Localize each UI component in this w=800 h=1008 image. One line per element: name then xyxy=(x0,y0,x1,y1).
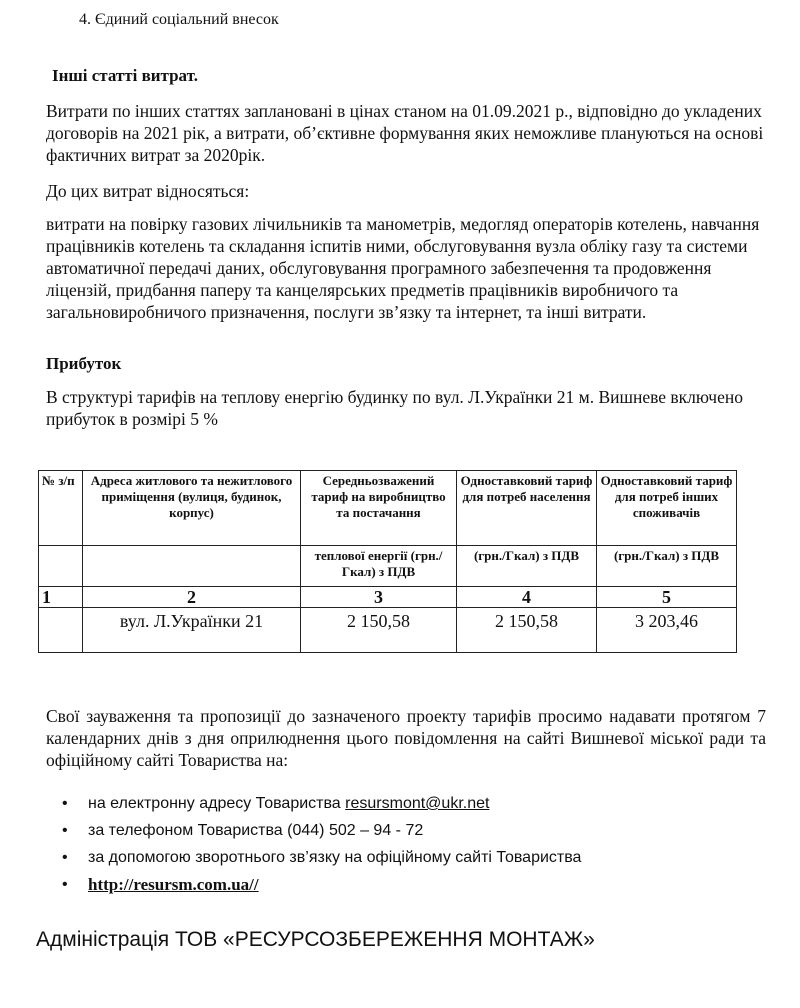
row-other-tariff-cell: 3 203,46 xyxy=(597,608,737,653)
phone-text: за телефоном Товариства (044) 502 – 94 - 72 xyxy=(88,822,424,839)
header-avg-tariff: Середньозважений тариф на виробництво та постачання xyxy=(301,471,457,546)
column-number: 1 xyxy=(39,587,83,608)
proposals-paragraph: Свої зауваження та пропозиції до зазначеного проекту тарифів просимо надавати протягом 7 календарних днів з дня оприлюднення цього повідомлення на сайті Вишневої міської ради та офіційному сайті Товариства на: xyxy=(46,706,766,770)
signature: Адміністрація ТОВ «РЕСУРСОЗБЕРЕЖЕННЯ МОНТАЖ» xyxy=(36,928,595,951)
other-expenses-heading: Інші статті витрат. xyxy=(52,66,198,85)
list-item xyxy=(62,875,581,902)
column-number: 4 xyxy=(457,587,597,608)
list-item xyxy=(62,848,581,875)
email-label: на електронну адресу Товариства xyxy=(88,795,346,812)
header-number: № з/п xyxy=(39,471,83,546)
list-item-4: 4. Єдиний соціальний внесок xyxy=(79,11,279,28)
bullet-icon: • xyxy=(62,795,68,812)
header-population-tariff: Одноставковий тариф для потреб населення xyxy=(457,471,597,546)
bullet-icon: • xyxy=(62,876,68,893)
feedback-text: за допомогою зворотнього зв’язку на офіційному сайті Товариства xyxy=(88,849,582,866)
table-row xyxy=(39,608,737,653)
list-item xyxy=(62,794,581,821)
tariff-table xyxy=(38,470,737,653)
header-empty-cell xyxy=(39,546,83,587)
row-avg-tariff-cell: 2 150,58 xyxy=(301,608,457,653)
header-population-tariff-units: (грн./Гкал) з ПДВ xyxy=(457,546,597,587)
bullet-icon: • xyxy=(62,822,68,839)
table-header-row-top xyxy=(39,471,737,546)
header-avg-tariff-units: теплової енергії (грн./Гкал) з ПДВ xyxy=(301,546,457,587)
header-empty-cell xyxy=(83,546,301,587)
list-item xyxy=(62,821,581,848)
other-expenses-paragraph-1: Витрати по інших статтях заплановані в цінах станом на 01.09.2021 р., відповідно до укладених договорів на 2021 рік, а витрати, об’єктивне формування яких неможливе плануються на основі фактичних витрат за 2020рік. xyxy=(46,101,764,165)
row-population-tariff-cell: 2 150,58 xyxy=(457,608,597,653)
column-number: 2 xyxy=(83,587,301,608)
profit-paragraph: В структурі тарифів на теплову енергію будинку по вул. Л.Українки 21 м. Вишневе включено прибуток в розмірі 5 % xyxy=(46,387,743,429)
column-number: 5 xyxy=(597,587,737,608)
other-expenses-paragraph-2: До цих витрат відносяться: xyxy=(46,181,250,201)
email-link[interactable]: resursmont@ukr.net xyxy=(345,795,490,812)
header-address: Адреса житлового та нежитлового приміщення (вулиця, будинок, корпус) xyxy=(83,471,301,546)
header-other-tariff-units: (грн./Гкал) з ПДВ xyxy=(597,546,737,587)
column-number: 3 xyxy=(301,587,457,608)
profit-heading: Прибуток xyxy=(46,354,122,373)
other-expenses-paragraph-3: витрати на повірку газових лічильників та манометрів, медогляд операторів котелень, навчання працівників котелень та складання іспитів ними, обслуговування вузла обліку газу та системи автоматичної передачі даних, обслуговування програмного забезпечення та продовження ліцензій, придбання паперу та канцелярських предметів працівників виробничого та загальновиробничого призначення, послуги зв’язку та інтернет, та інші витрати. xyxy=(46,214,760,322)
contacts-list xyxy=(62,794,581,902)
website-link[interactable]: http://resursm.com.ua// xyxy=(88,875,259,894)
header-other-tariff: Одноставковий тариф для потреб інших споживачів xyxy=(597,471,737,546)
table-header-row-bottom xyxy=(39,546,737,587)
row-number-cell xyxy=(39,608,83,653)
bullet-icon: • xyxy=(62,849,68,866)
table-column-numbers-row xyxy=(39,587,737,608)
row-address-cell: вул. Л.Українки 21 xyxy=(83,608,301,653)
